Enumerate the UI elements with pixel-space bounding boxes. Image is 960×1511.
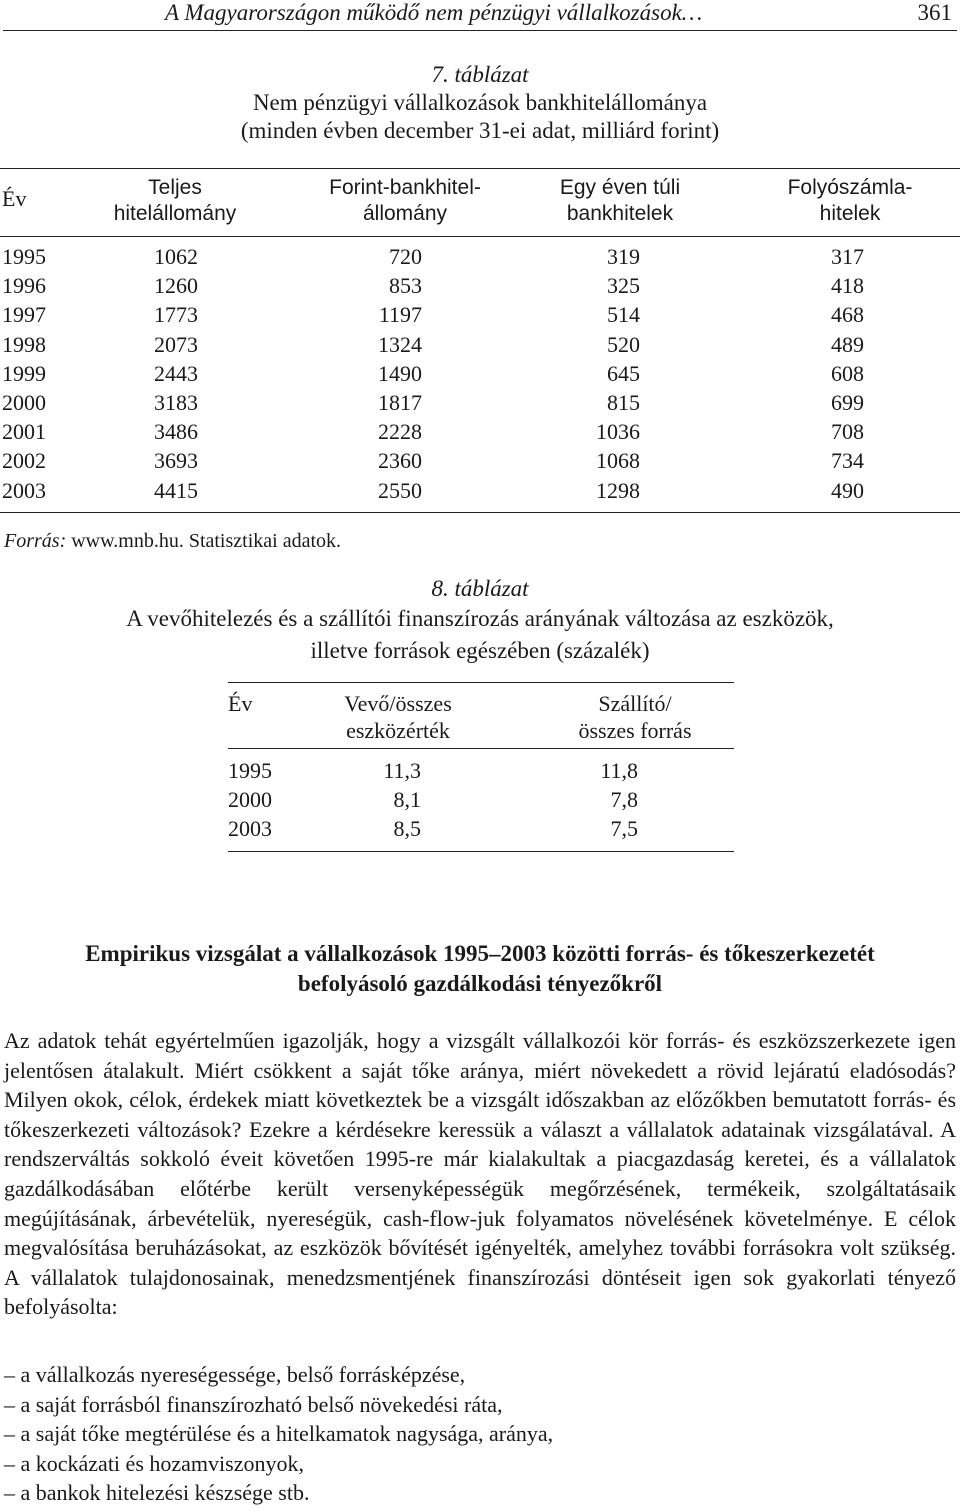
table8-bottom-rule — [228, 851, 734, 852]
body-paragraph — [4, 1026, 956, 1322]
table7-cell: 325 — [607, 273, 640, 299]
table8-header-year: Év — [228, 691, 253, 716]
table7-cell: 317 — [831, 244, 864, 269]
table8-cell: 8,1 — [393, 787, 421, 813]
table7-cell: 1068 — [596, 448, 640, 474]
table7-cell: 2073 — [154, 331, 198, 357]
table7-cell: 1817 — [378, 390, 422, 415]
table8-cell: 7,5 — [610, 816, 638, 842]
table8-label: 8. táblázat — [431, 576, 529, 601]
table7-cell: 3486 — [154, 419, 198, 445]
table7-cell: 1298 — [596, 477, 640, 503]
table7-cell: 319 — [607, 244, 640, 269]
table7-cell: 3183 — [154, 390, 198, 415]
table7-header-longterm-line1: Egy éven túli — [559, 176, 681, 199]
table7-cell-year: 1998 — [2, 331, 46, 357]
table7-cell-year: 1999 — [2, 360, 46, 386]
table8-cell: 11,8 — [600, 758, 638, 783]
table8-cell: 8,5 — [393, 816, 421, 842]
table8-cell-year: 2003 — [228, 816, 272, 842]
table7-cell: 1490 — [378, 360, 422, 386]
table7-header-total-line2: hitelállomány — [113, 202, 237, 225]
table7-cell-year: 2003 — [2, 477, 46, 503]
table7-label: 7. táblázat — [431, 62, 529, 87]
table8-header-supplier-line1: Szállító/ — [598, 691, 672, 716]
table8-cell-year: 1995 — [228, 758, 272, 783]
body-paragraph-text: Az adatok tehát egyértelműen igazolják, hogy a vizsgált vállalkozói kör forrás- és eszközszerkezete igen jelentősen átalakult. Miért csökkent a saját tőke aránya, miért növekedett a rövid lejáratú eladósodás? Milyen okok, célok, érdekek miatt következtek be a vizsgált időszakban az előzőkben bemutatott forrás- és tőkeszerkezeti változások? Ezekre a kérdésekre keressük a választ a vállalatok adatainak vizsgálatával. A rendszerváltás sokkoló éveit követően 1995-re már kialakultak a piacgazdaság keretei, és a vállalatok gazdálkodásában előtérbe került versenyképességük megőrzésének, termékeik, szolgáltatásaik megújításának, árbevételük, nyereségük, cash-flow-juk folyamatos növelésének követelménye. E célok megvalósítása beruházásokat, az eszközök bővítését igényelték, amelyhez további forrásokra volt szükség. A vállalatok tulajdonosainak, menedzsmentjének finanszírozási döntéseit igen sok gyakorlati tényező befolyásolta: — [4, 1028, 956, 1320]
bullet-item: – a bankok hitelezési készsége stb. — [4, 1480, 310, 1506]
table7-cell: 514 — [607, 302, 640, 328]
table7-cell-year: 1995 — [2, 244, 46, 269]
table7-cell: 1260 — [154, 273, 198, 299]
table7-cell: 4415 — [154, 477, 198, 503]
bullet-item: – a saját tőke megtérülése és a hitelkamatok nagysága, aránya, — [4, 1421, 554, 1447]
table7-cell: 1036 — [596, 419, 640, 445]
table7-header-overdraft-line2: hitelek — [819, 202, 881, 225]
table7-cell: 708 — [831, 419, 864, 445]
table7-cell-year: 1997 — [2, 302, 46, 328]
table7-cell: 1324 — [378, 331, 422, 357]
table7-cell-year: 2000 — [2, 390, 46, 415]
table7-cell: 608 — [831, 360, 864, 386]
table7-cell-year: 1996 — [2, 273, 46, 299]
table8-row — [0, 756, 960, 785]
table8-cell-year: 2000 — [228, 787, 272, 813]
table8-cell: 11,3 — [383, 758, 421, 783]
table7-cell: 3693 — [154, 448, 198, 474]
table7-cell-year: 2002 — [2, 448, 46, 474]
running-title: A Magyarországon működő nem pénzügyi vállalkozások… — [165, 0, 703, 25]
table7-header-longterm-line2: bankhitelek — [566, 202, 674, 225]
table7-cell: 699 — [831, 390, 864, 415]
section-title-line1: Empirikus vizsgálat a vállalkozások 1995–2003 közötti forrás- és tőkeszerkezetét — [85, 941, 875, 966]
table8-header-customer-line1: Vevő/összes — [344, 691, 452, 716]
bullet-list — [4, 1360, 553, 1508]
table7-cell: 853 — [389, 273, 422, 299]
table7-header-overdraft-line1: Folyószámla- — [787, 176, 913, 199]
source-label: Forrás: — [4, 530, 67, 552]
source-text: www.mnb.hu. Statisztikai adatok. — [71, 530, 342, 552]
table7-cell: 490 — [831, 477, 864, 503]
table7-cell: 720 — [389, 244, 422, 269]
table7-cell: 2550 — [378, 477, 422, 503]
table7-header-total-line1: Teljes — [148, 176, 202, 199]
table8-cell: 7,8 — [610, 787, 638, 813]
table8-header-customer-line2: eszközérték — [346, 718, 450, 743]
table7-cell: 468 — [831, 302, 864, 328]
bullet-item: – a saját forrásból finanszírozható belső növekedési ráta, — [4, 1391, 503, 1417]
table8-header-supplier — [545, 690, 725, 744]
table7-cell: 645 — [607, 360, 640, 386]
table8-header-customer — [318, 690, 478, 744]
table7-header-forint-line2: állomány — [362, 202, 448, 225]
table7-cell: 1062 — [154, 244, 198, 269]
table8-header-rule — [228, 748, 734, 749]
table7-cell: 2360 — [378, 448, 422, 474]
table7-cell: 1773 — [154, 302, 198, 328]
table7-cell: 520 — [607, 331, 640, 357]
page-number: 361 — [917, 0, 952, 25]
table7-cell: 418 — [831, 273, 864, 299]
section-title — [0, 939, 960, 999]
table7-title-line1: Nem pénzügyi vállalkozások bankhitelállománya — [252, 90, 708, 115]
table7-cell-year: 2001 — [2, 419, 46, 445]
table7-header-year: Év — [2, 186, 27, 211]
table8-title-line1: A vevőhitelezés és a szállítói finanszírozás arányának változása az eszközök, — [126, 606, 834, 631]
table8-row — [0, 785, 960, 814]
bullet-item: – a kockázati és hozamviszonyok, — [4, 1450, 304, 1476]
table7-title-line2: (minden évben december 31-ei adat, milliárd forint) — [240, 118, 720, 143]
table7-cell: 734 — [831, 448, 864, 474]
table8-title-line2: illetve források egészében (százalék) — [310, 638, 650, 663]
table8-row — [0, 814, 960, 843]
bullet-item: – a vállalkozás nyereségessége, belső forrásképzése, — [4, 1362, 466, 1387]
table8-header-supplier-line2: összes forrás — [578, 718, 692, 743]
table7-cell: 1197 — [378, 302, 422, 328]
table7-cell: 2443 — [154, 360, 198, 386]
section-title-line2: befolyásoló gazdálkodási tényezőkről — [297, 971, 663, 996]
table7-cell: 489 — [831, 331, 864, 357]
table8-top-rule — [228, 682, 734, 683]
table7-header-forint-line1: Forint-bankhitel- — [329, 176, 481, 199]
table7-cell: 2228 — [378, 419, 422, 445]
table7-cell: 815 — [607, 390, 640, 415]
